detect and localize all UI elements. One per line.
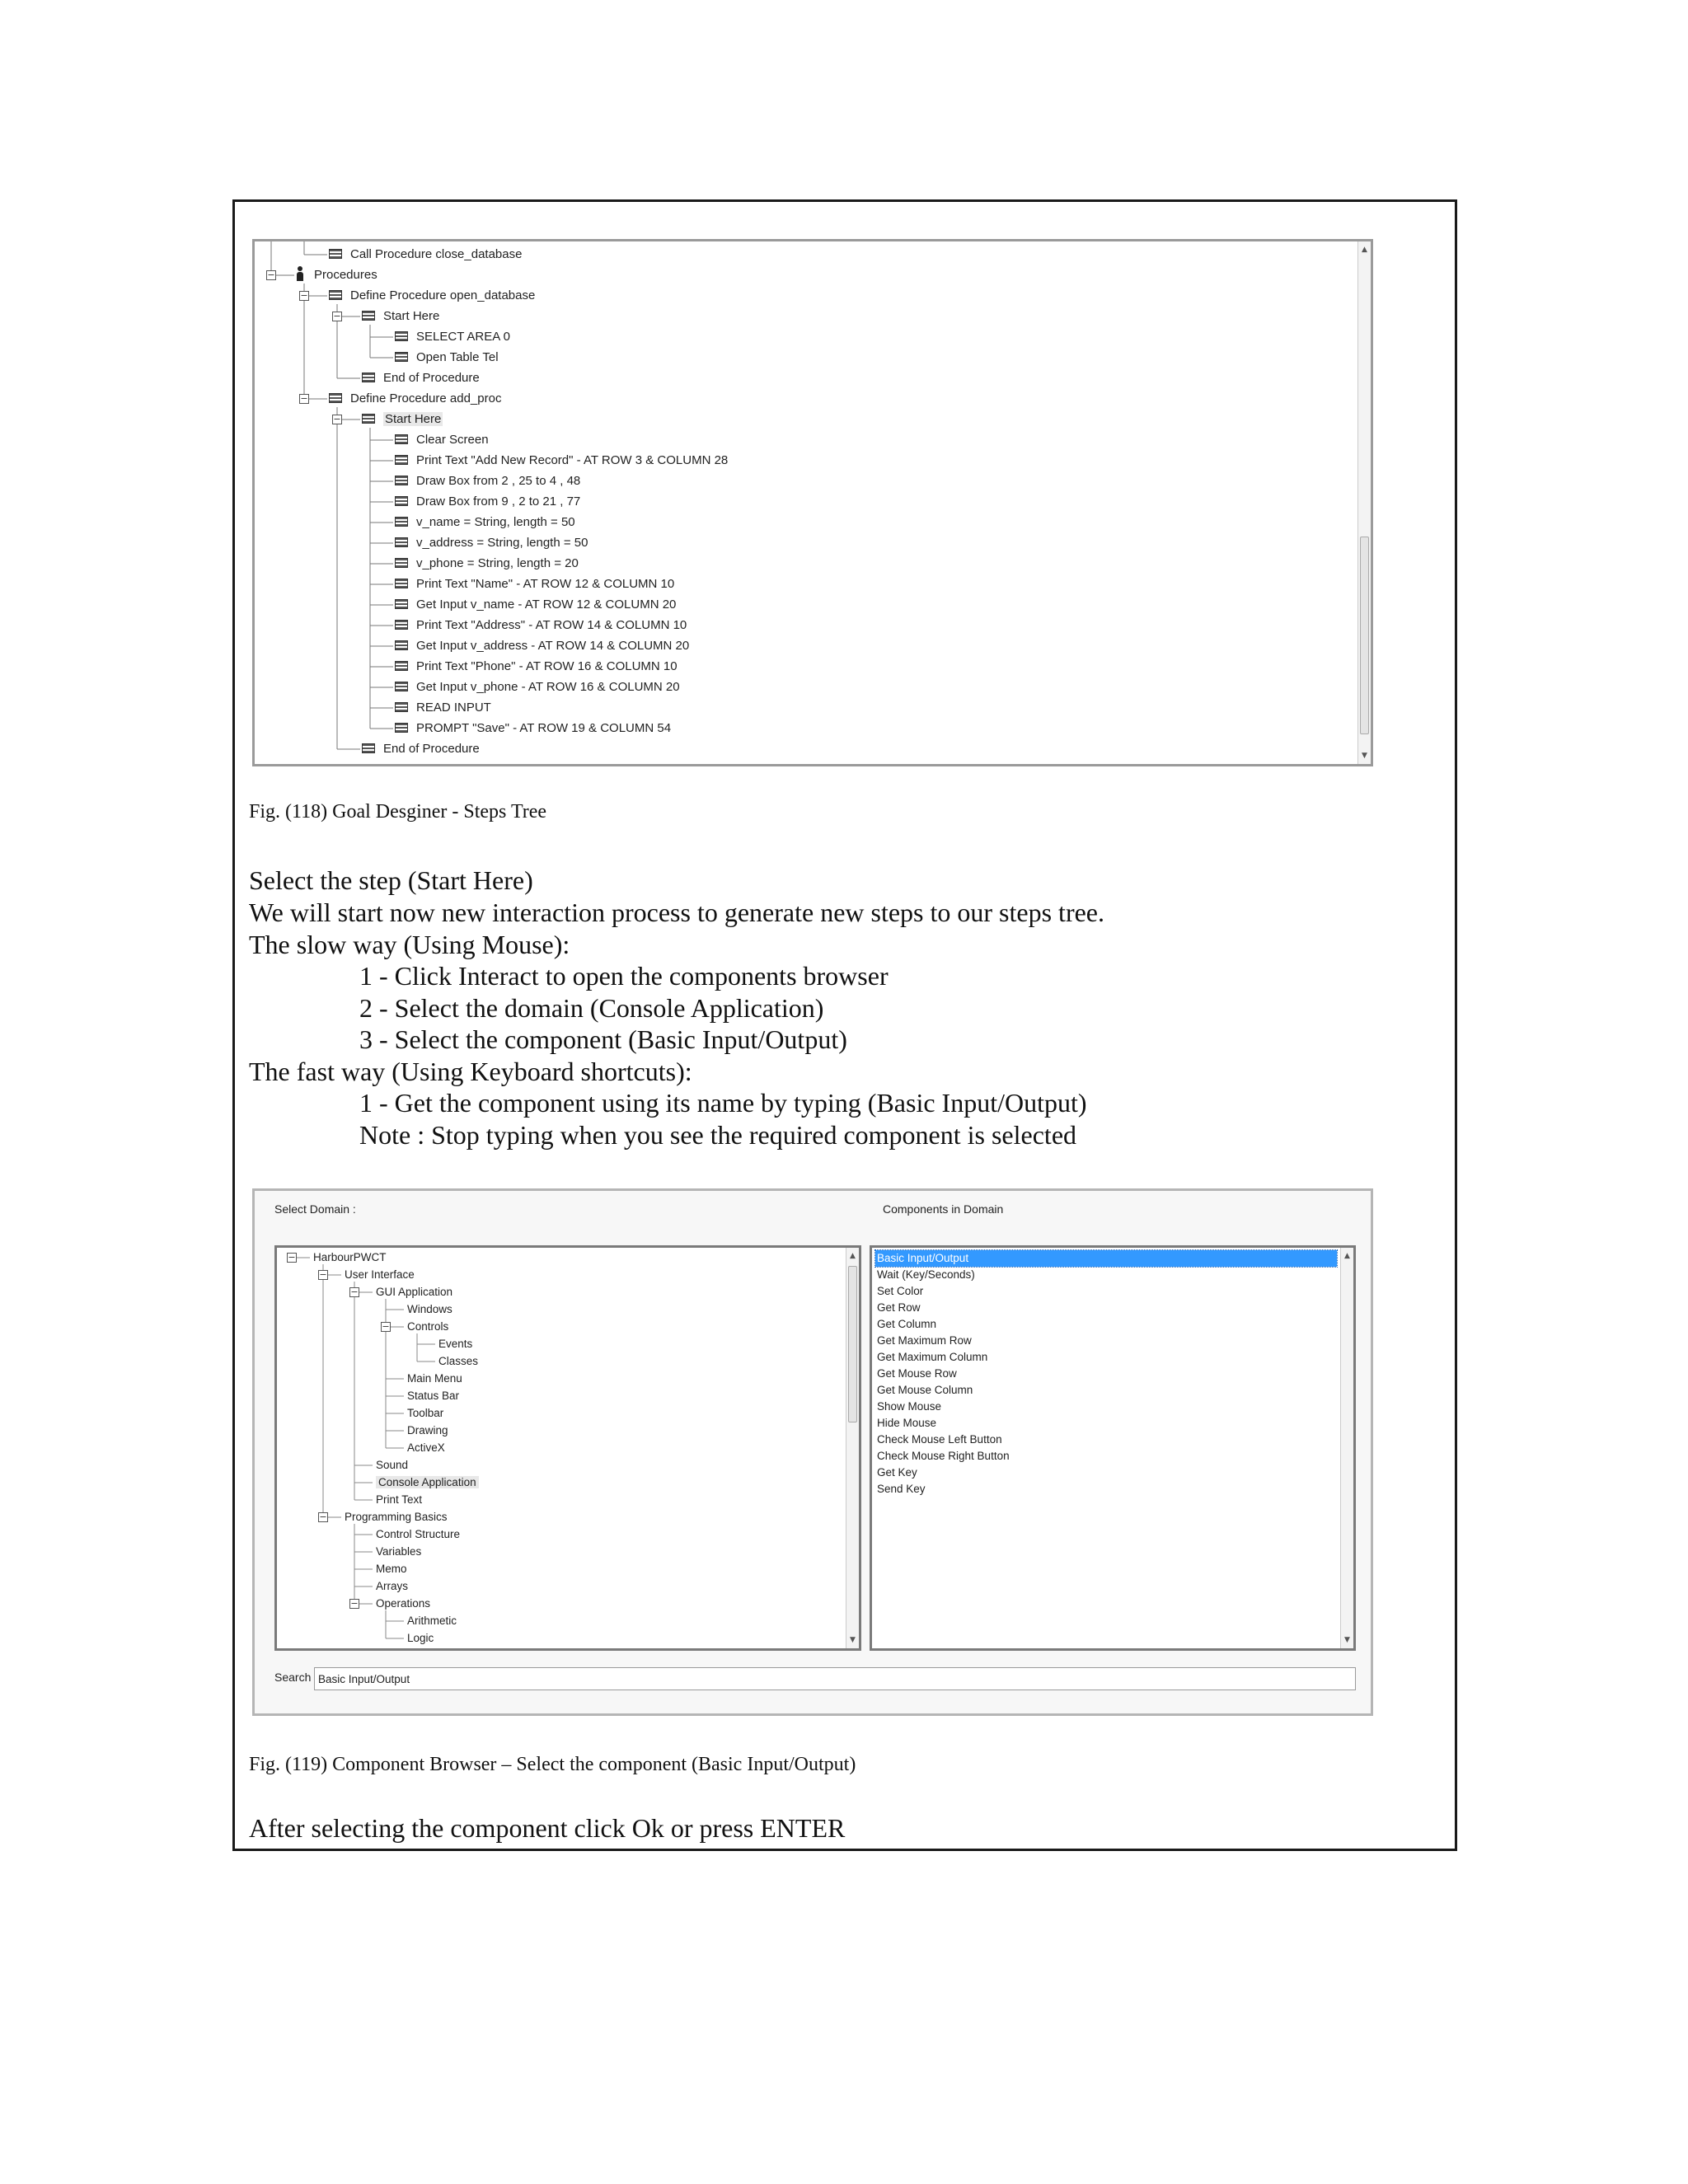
step-node-icon: [395, 640, 408, 650]
domain-node[interactable]: [319, 1509, 448, 1526]
component-item[interactable]: Get Row: [877, 1301, 921, 1314]
domain-node[interactable]: [407, 1630, 434, 1647]
tree-node-label: v_address = String, length = 50: [416, 536, 588, 550]
tree-node-label: Print Text "Address" - AT ROW 14 & COLUMN 10: [416, 618, 687, 632]
tree-node[interactable]: [333, 410, 443, 429]
tree-node[interactable]: [395, 451, 728, 471]
tree-node-label: PROMPT "Save" - AT ROW 19 & COLUMN 54: [416, 721, 672, 735]
step-node-icon: [362, 373, 375, 382]
domain-node-label: Arrays: [376, 1580, 409, 1592]
domain-node-label: Variables: [376, 1545, 422, 1558]
tree-node[interactable]: [395, 430, 489, 450]
instruction-intro: We will start now new interaction process to generate new steps to our steps tree.: [249, 898, 1104, 927]
domain-node[interactable]: [407, 1440, 445, 1456]
collapse-toggle-icon[interactable]: −: [333, 414, 341, 424]
scroll-up-icon[interactable]: ▲: [1362, 246, 1367, 254]
step-node-icon: [395, 682, 408, 691]
step-node-icon: [395, 434, 408, 444]
tree-node[interactable]: [395, 492, 580, 512]
step-node-icon: [362, 743, 375, 753]
search-label: Search: [274, 1671, 312, 1684]
domain-node-label: ActiveX: [407, 1441, 445, 1454]
tree-node-label: READ INPUT: [416, 701, 491, 715]
collapse-toggle-icon[interactable]: −: [350, 1598, 359, 1609]
step-node-icon: [395, 476, 408, 485]
domain-node-label: Sound: [376, 1459, 409, 1471]
scroll-down-icon[interactable]: ▼: [850, 1636, 856, 1644]
domain-node[interactable]: [382, 1319, 449, 1335]
select-domain-label: Select Domain :: [274, 1202, 356, 1216]
tree-node-label: Print Text "Phone" - AT ROW 16 & COLUMN 10: [416, 659, 678, 673]
domain-node-label: Programming Basics: [345, 1511, 448, 1523]
component-item[interactable]: Basic Input/Output: [875, 1250, 1337, 1267]
domain-node[interactable]: [288, 1249, 387, 1266]
scroll-down-icon[interactable]: ▼: [1362, 752, 1367, 760]
step-node-icon: [395, 455, 408, 465]
domain-node[interactable]: [376, 1544, 421, 1560]
component-item[interactable]: Get Maximum Row: [877, 1334, 972, 1347]
step-node-icon: [362, 311, 375, 321]
collapse-toggle-icon[interactable]: −: [382, 1321, 390, 1332]
domain-node-label: Status Bar: [407, 1390, 460, 1402]
tree-node-label: Draw Box from 2 , 25 to 4 , 48: [416, 474, 581, 488]
tree-node[interactable]: [395, 348, 499, 368]
component-item[interactable]: Get Mouse Row: [877, 1367, 957, 1380]
step-node-icon: [395, 620, 408, 630]
instruction-slow-way: The slow way (Using Mouse):: [249, 930, 570, 959]
domain-node[interactable]: [407, 1405, 443, 1422]
domain-node-label: Controls: [407, 1320, 449, 1333]
collapse-toggle-icon[interactable]: −: [300, 393, 308, 404]
closing-instruction: After selecting the component click Ok or press ENTER: [249, 1813, 846, 1843]
scroll-thumb[interactable]: [848, 1266, 857, 1422]
tree-node[interactable]: [329, 245, 522, 265]
domain-node[interactable]: [350, 1596, 431, 1612]
tree-node[interactable]: [395, 657, 678, 677]
domain-node-label: Operations: [376, 1597, 431, 1610]
component-browser-window: [252, 1188, 1373, 1716]
figure-118-caption: Fig. (118) Goal Desginer - Steps Tree: [249, 801, 547, 823]
tree-node[interactable]: [300, 286, 536, 306]
domain-node-label: Windows: [407, 1303, 452, 1315]
tree-node-label: Get Input v_address - AT ROW 14 & COLUMN 20: [416, 639, 690, 653]
fast-step-1: 1 - Get the component using its name by typing (Basic Input/Output): [359, 1088, 1087, 1118]
component-item[interactable]: Get Key: [877, 1466, 917, 1479]
tree-node[interactable]: [395, 327, 510, 347]
domain-tree-lines: [277, 1248, 846, 1651]
domain-node[interactable]: [438, 1353, 478, 1370]
tree-node-label: SELECT AREA 0: [416, 330, 510, 344]
domain-node-label: User Interface: [345, 1268, 415, 1281]
step-node-icon: [395, 352, 408, 362]
scroll-up-icon[interactable]: ▲: [1344, 1252, 1350, 1260]
tree-node[interactable]: [300, 389, 502, 409]
tree-node-label: v_phone = String, length = 20: [416, 556, 579, 570]
tree-node-label: Get Input v_phone - AT ROW 16 & COLUMN 20: [416, 680, 680, 694]
domain-node-label: Print Text: [376, 1493, 423, 1506]
tree-node[interactable]: [333, 307, 440, 326]
procedures-icon: [296, 266, 304, 281]
tree-node[interactable]: [395, 677, 680, 697]
component-item[interactable]: Set Color: [877, 1285, 924, 1297]
tree-node[interactable]: [395, 554, 579, 574]
tree-node[interactable]: [395, 533, 588, 553]
step-node-icon: [395, 558, 408, 568]
collapse-toggle-icon[interactable]: −: [333, 311, 341, 321]
tree-node[interactable]: [395, 616, 687, 635]
collapse-toggle-icon[interactable]: −: [350, 1286, 359, 1297]
step-node-icon: [395, 496, 408, 506]
collapse-toggle-icon[interactable]: −: [319, 1269, 327, 1280]
domain-node-label: Classes: [438, 1355, 479, 1367]
domain-node[interactable]: [376, 1457, 408, 1474]
step-node-icon: [395, 599, 408, 609]
tree-node-label: Clear Screen: [416, 433, 489, 447]
step-node-icon: [362, 414, 375, 424]
component-item[interactable]: Check Mouse Left Button: [877, 1433, 1002, 1446]
domain-node-label: Main Menu: [407, 1372, 462, 1385]
steps-tree-panel[interactable]: [252, 239, 1373, 766]
component-item[interactable]: Show Mouse: [877, 1400, 942, 1413]
slow-step-3: 3 - Select the component (Basic Input/Output): [359, 1024, 847, 1054]
collapse-toggle-icon[interactable]: −: [300, 290, 308, 301]
tree-node[interactable]: [395, 574, 674, 594]
domain-node-label: Drawing: [407, 1424, 448, 1436]
tree-node-label: End of Procedure: [383, 371, 480, 385]
domain-node-label: Control Structure: [376, 1528, 461, 1540]
domain-node[interactable]: [407, 1422, 448, 1439]
domain-node[interactable]: [407, 1388, 459, 1404]
component-item[interactable]: Get Column: [877, 1318, 937, 1330]
search-input[interactable]: [314, 1667, 1356, 1690]
tree-node[interactable]: [362, 739, 480, 759]
slow-step-2: 2 - Select the domain (Console Application): [359, 993, 824, 1023]
domain-node-label: Logic: [407, 1632, 434, 1644]
tree-node[interactable]: [395, 719, 671, 738]
domain-node[interactable]: [376, 1526, 460, 1543]
tree-node-label: Print Text "Add New Record" - AT ROW 3 & COLUMN 28: [416, 453, 729, 467]
step-node-icon: [329, 290, 342, 300]
component-item[interactable]: Wait (Key/Seconds): [877, 1268, 975, 1281]
step-node-icon: [329, 249, 342, 259]
collapse-toggle-icon[interactable]: −: [267, 269, 275, 280]
domain-node-label: Arithmetic: [407, 1615, 457, 1627]
scroll-up-icon[interactable]: ▲: [850, 1252, 856, 1260]
tree-node[interactable]: [395, 636, 689, 656]
domain-node[interactable]: [319, 1267, 415, 1283]
tree-node-label: v_name = String, length = 50: [416, 515, 575, 529]
slow-step-1: 1 - Click Interact to open the components browser: [359, 961, 889, 991]
tree-node-label: Define Procedure add_proc: [350, 391, 502, 405]
step-node-icon: [395, 661, 408, 671]
domain-node[interactable]: [407, 1371, 462, 1387]
collapse-toggle-icon[interactable]: −: [288, 1252, 296, 1263]
step-node-icon: [395, 723, 408, 733]
tree-node[interactable]: [395, 471, 580, 491]
step-node-icon: [395, 537, 408, 547]
domain-node[interactable]: [376, 1492, 422, 1508]
component-item[interactable]: Check Mouse Right Button: [877, 1450, 1010, 1462]
domain-node-label: Events: [438, 1338, 473, 1350]
instruction-fast-way: The fast way (Using Keyboard shortcuts):: [249, 1057, 692, 1086]
tree-node[interactable]: [395, 513, 575, 532]
tree-node-label: Start Here: [385, 412, 442, 426]
tree-node-label: Procedures: [314, 268, 377, 282]
figure-119-caption: Fig. (119) Component Browser – Select the component (Basic Input/Output): [249, 1754, 856, 1775]
instruction-select-step: Select the step (Start Here): [249, 865, 533, 895]
step-node-icon: [395, 702, 408, 712]
domain-node[interactable]: [407, 1613, 457, 1629]
step-node-icon: [395, 331, 408, 341]
tree-node-label: Define Procedure open_database: [350, 288, 536, 302]
domain-node-label: Memo: [376, 1563, 407, 1575]
domain-node[interactable]: [438, 1336, 472, 1352]
tree-node-label: Call Procedure close_database: [350, 247, 523, 261]
step-node-icon: [395, 517, 408, 527]
tree-node[interactable]: [267, 265, 377, 285]
tree-node-label: Get Input v_name - AT ROW 12 & COLUMN 20: [416, 598, 677, 612]
domain-node[interactable]: [350, 1284, 453, 1301]
collapse-toggle-icon[interactable]: −: [319, 1511, 327, 1522]
domain-node-label: HarbourPWCT: [313, 1251, 387, 1263]
steps-tree-scrollbar[interactable]: [1357, 241, 1371, 764]
scroll-thumb[interactable]: [1360, 537, 1369, 734]
component-item[interactable]: Send Key: [877, 1483, 926, 1495]
tree-node[interactable]: [362, 368, 480, 388]
tree-node-label: End of Procedure: [383, 742, 480, 756]
step-node-icon: [395, 579, 408, 588]
tree-node-label: Start Here: [383, 309, 440, 323]
domain-node[interactable]: [407, 1301, 452, 1318]
component-item[interactable]: Hide Mouse: [877, 1417, 937, 1429]
tree-node[interactable]: [395, 595, 676, 615]
tree-node-label: Draw Box from 9 , 2 to 21 , 77: [416, 494, 581, 509]
scroll-down-icon[interactable]: ▼: [1344, 1636, 1350, 1644]
step-node-icon: [329, 393, 342, 403]
fast-step-note: Note : Stop typing when you see the required component is selected: [359, 1120, 1077, 1150]
domain-node-label: Console Application: [376, 1476, 479, 1488]
domain-node[interactable]: [376, 1474, 479, 1491]
component-item[interactable]: Get Maximum Column: [877, 1351, 988, 1363]
component-list[interactable]: [870, 1245, 1356, 1651]
domain-node-label: GUI Application: [376, 1286, 453, 1298]
components-in-domain-label: Components in Domain: [883, 1202, 1004, 1216]
component-list-scrollbar[interactable]: [1340, 1248, 1353, 1648]
domain-tree[interactable]: [274, 1245, 861, 1651]
domain-tree-scrollbar[interactable]: [846, 1248, 859, 1648]
domain-node[interactable]: [376, 1561, 407, 1577]
domain-node[interactable]: [376, 1578, 408, 1595]
tree-node[interactable]: [395, 698, 491, 718]
tree-node-label: Print Text "Name" - AT ROW 12 & COLUMN 10: [416, 577, 675, 591]
domain-node-label: Toolbar: [407, 1407, 444, 1419]
component-item[interactable]: Get Mouse Column: [877, 1384, 973, 1396]
tree-node-label: Open Table Tel: [416, 350, 499, 364]
